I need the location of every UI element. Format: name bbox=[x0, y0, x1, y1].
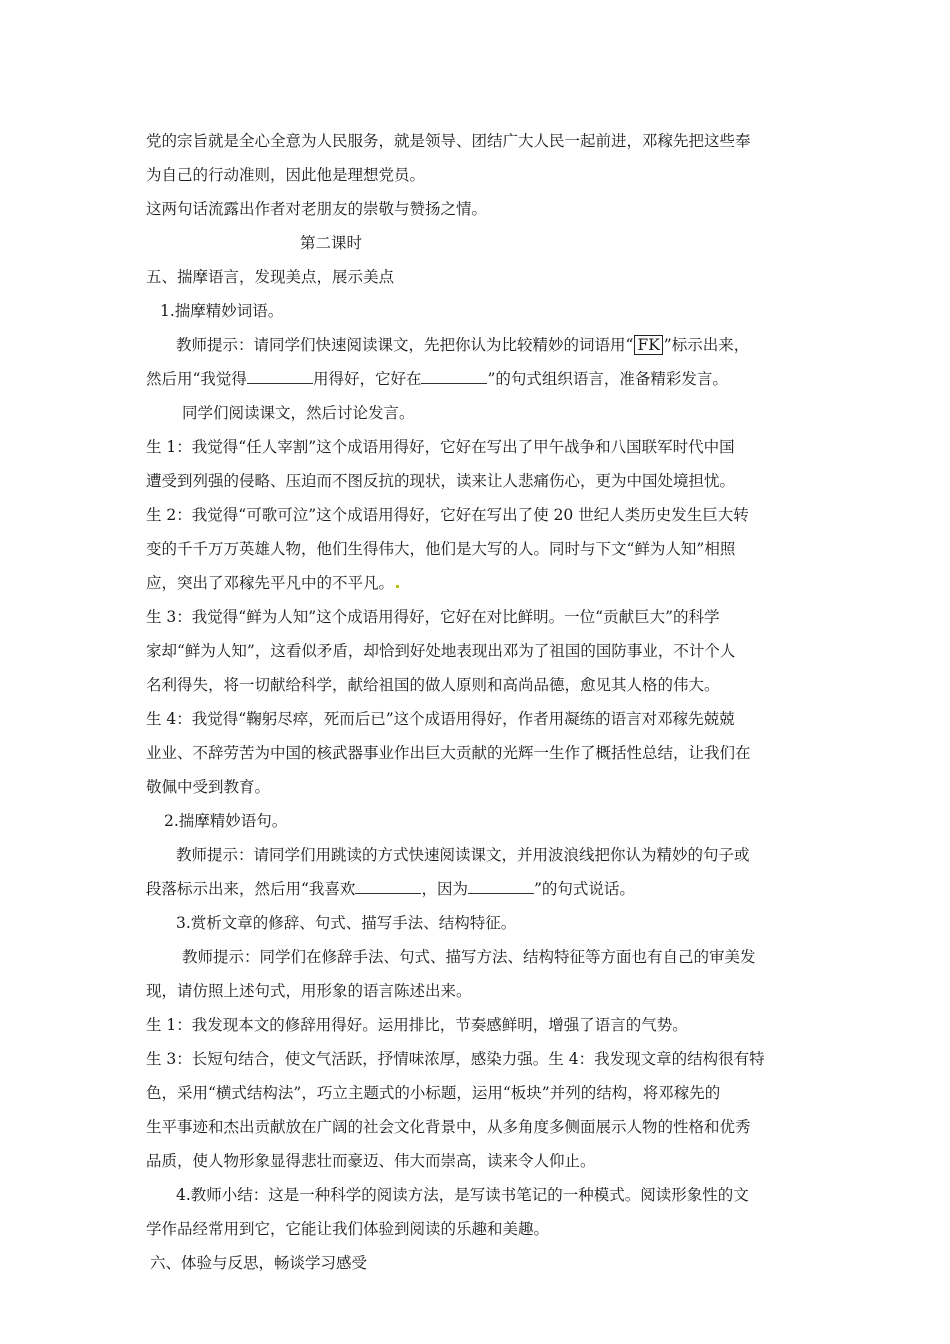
paragraph-line: 生 4：我觉得“鞠躬尽瘁，死而后已”这个成语用得好，作者用凝练的语言对邓稼先兢兢 bbox=[146, 710, 735, 728]
subsection-heading: 1.揣摩精妙词语。 bbox=[160, 302, 284, 320]
text-fragment: ”标示出来， bbox=[663, 336, 750, 354]
text-fragment: 应，突出了邓稼先平凡中的不平凡。 bbox=[146, 574, 395, 592]
paragraph-line bbox=[146, 566, 816, 600]
paragraph-line: 品质，使人物形象显得悲壮而豪迈、伟大而崇高，读来令人仰止。 bbox=[146, 1152, 596, 1170]
paragraph-line: 生 3：我觉得“鲜为人知”这个成语用得好，它好在对比鲜明。一位“贡献巨大”的科学 bbox=[146, 608, 720, 626]
paragraph-line bbox=[146, 872, 816, 906]
paragraph-line: 生 2：我觉得“可歌可泣”这个成语用得好，它好在写出了使 20 世纪人类历史发生巨大转 bbox=[146, 506, 749, 524]
subsection-heading: 3.赏析文章的修辞、句式、描写手法、结构特征。 bbox=[176, 914, 517, 932]
paragraph-line bbox=[146, 362, 816, 396]
text-fragment: ”的句式说话。 bbox=[533, 880, 635, 898]
paragraph-line: 色，采用“横式结构法”，巧立主题式的小标题，运用“板块”并列的结构，将邓稼先的 bbox=[146, 1084, 721, 1102]
fill-blank bbox=[247, 367, 313, 384]
paragraph-line: 学作品经常用到它，它能让我们体验到阅读的乐趣和美趣。 bbox=[146, 1220, 550, 1238]
paragraph-line: 同学们阅读课文，然后讨论发言。 bbox=[182, 404, 415, 422]
fill-blank bbox=[355, 877, 421, 894]
paragraph-line: 生 3：长短句结合，使文气活跃，抒情味浓厚，感染力强。生 4：我发现文章的结构很有特 bbox=[146, 1050, 765, 1068]
paragraph-line: 敬佩中受到教育。 bbox=[146, 778, 271, 796]
text-fragment: ”的句式组织语言，准备精彩发言。 bbox=[487, 370, 728, 388]
paragraph-line: 党的宗旨就是全心全意为人民服务，就是领导、团结广大人民一起前进，邓稼先把这些奉 bbox=[146, 132, 751, 150]
text-fragment: 教师提示：请同学们快速阅读课文，先把你认为比较精妙的词语用“ bbox=[176, 336, 634, 354]
paragraph-line: 生 1：我觉得“任人宰割”这个成语用得好，它好在写出了甲午战争和八国联军时代中国 bbox=[146, 438, 735, 456]
paragraph-line: 生平事迹和杰出贡献放在广阔的社会文化背景中，从多角度多侧面展示人物的性格和优秀 bbox=[146, 1118, 751, 1136]
paragraph-line: 生 1：我发现本文的修辞用得好。运用排比，节奏感鲜明，增强了语言的气势。 bbox=[146, 1016, 688, 1034]
paragraph-line: 业业、不辞劳苦为中国的核武器事业作出巨大贡献的光辉一生作了概括性总结，让我们在 bbox=[146, 744, 751, 762]
subsection-heading: 2.揣摩精妙语句。 bbox=[164, 812, 288, 830]
paragraph-line: 现，请仿照上述句式，用形象的语言陈述出来。 bbox=[146, 982, 472, 1000]
boxed-mark: FK bbox=[634, 335, 662, 355]
paragraph-line: 教师提示：请同学们用跳读的方式快速阅读课文，并用波浪线把你认为精妙的句子或 bbox=[176, 846, 750, 864]
text-fragment: ，因为 bbox=[421, 880, 468, 898]
document-body bbox=[146, 124, 816, 1280]
paragraph-line bbox=[146, 328, 816, 362]
fill-blank bbox=[421, 367, 487, 384]
section-heading: 六、体验与反思，畅谈学习感受 bbox=[150, 1254, 368, 1272]
paragraph-line: 变的千千万万英雄人物，他们生得伟大，他们是大写的人。同时与下文“鲜为人知”相照 bbox=[146, 540, 736, 558]
text-fragment: 然后用“我觉得 bbox=[146, 370, 247, 388]
paragraph-line: 名利得失，将一切献给科学，献给祖国的做人原则和高尚品德，愈见其人格的伟大。 bbox=[146, 676, 720, 694]
paragraph-line: 为自己的行动准则，因此他是理想党员。 bbox=[146, 166, 426, 184]
text-fragment: 段落标示出来，然后用“我喜欢 bbox=[146, 880, 356, 898]
paragraph-line: 这两句话流露出作者对老朋友的崇敬与赞扬之情。 bbox=[146, 200, 488, 218]
stray-mark bbox=[396, 585, 399, 588]
section-heading: 五、揣摩语言，发现美点，展示美点 bbox=[146, 268, 395, 286]
paragraph-line: 家却“鲜为人知”，这看似矛盾，却恰到好处地表现出邓为了祖国的国防事业，不计个人 bbox=[146, 642, 736, 660]
fill-blank bbox=[468, 877, 534, 894]
section-heading: 第二课时 bbox=[300, 234, 363, 252]
paragraph-line: 教师提示：同学们在修辞手法、句式、描写方法、结构特征等方面也有自己的审美发 bbox=[182, 948, 756, 966]
paragraph-line: 4.教师小结：这是一种科学的阅读方法，是写读书笔记的一种模式。阅读形象性的文 bbox=[176, 1186, 749, 1204]
text-fragment: 用得好，它好在 bbox=[312, 370, 422, 388]
paragraph-line: 遭受到列强的侵略、压迫而不图反抗的现状，读来让人悲痛伤心，更为中国处境担忧。 bbox=[146, 472, 736, 490]
